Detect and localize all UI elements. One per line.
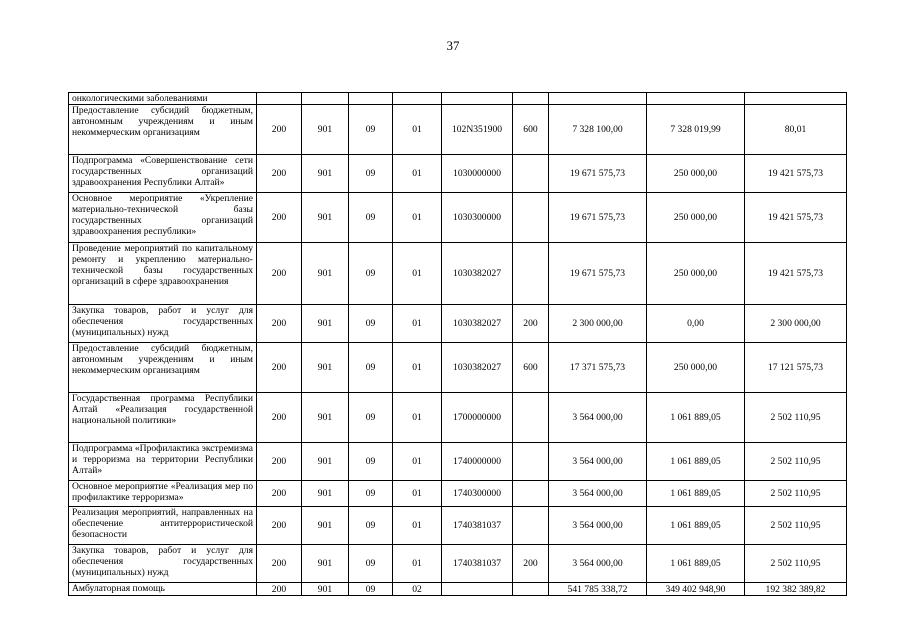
cell-v2: 1 061 889,05 (647, 545, 745, 583)
cell-c4: 01 (393, 155, 442, 193)
cell-c2: 901 (302, 507, 349, 545)
cell-c5 (442, 583, 513, 596)
cell-c3: 09 (349, 545, 393, 583)
cell-v1: 541 785 338,72 (549, 583, 647, 596)
cell-v2: 1 061 889,05 (647, 507, 745, 545)
cell-v1: 3 564 000,00 (549, 393, 647, 443)
cell-v3: 80,01 (745, 105, 847, 155)
cell-v1: 17 371 575,73 (549, 343, 647, 393)
cell-c3: 09 (349, 105, 393, 155)
cell-c1: 200 (257, 507, 302, 545)
table-row (69, 393, 847, 443)
cell-v2: 0,00 (647, 305, 745, 343)
cell-c1 (257, 93, 302, 105)
cell-c4: 01 (393, 193, 442, 243)
row-name: Основное мероприятие «Реализация мер по профилактике терроризма» (69, 481, 257, 507)
cell-c1: 200 (257, 193, 302, 243)
cell-c1: 200 (257, 155, 302, 193)
table-row (69, 545, 847, 583)
cell-v1: 19 671 575,73 (549, 155, 647, 193)
cell-c5 (442, 93, 513, 105)
table-row (69, 243, 847, 305)
cell-c6 (513, 93, 549, 105)
cell-c2 (302, 93, 349, 105)
cell-c5: 1700000000 (442, 393, 513, 443)
cell-v2: 1 061 889,05 (647, 481, 745, 507)
cell-c3: 09 (349, 507, 393, 545)
row-name: Подпрограмма «Совершенствование сети государственных организаций здравоохранения Республики Алтай» (69, 155, 257, 193)
cell-v3: 2 502 110,95 (745, 507, 847, 545)
table-row (69, 193, 847, 243)
row-name: Подпрограмма «Профилактика экстремизма и терроризма на территории Республики Алтай» (69, 443, 257, 481)
table-row (69, 583, 847, 596)
cell-c4: 01 (393, 343, 442, 393)
cell-c1: 200 (257, 481, 302, 507)
cell-v2: 1 061 889,05 (647, 443, 745, 481)
cell-v3: 2 502 110,95 (745, 393, 847, 443)
cell-c5: 1030382027 (442, 305, 513, 343)
cell-v1: 3 564 000,00 (549, 545, 647, 583)
cell-c5: 1740381037 (442, 545, 513, 583)
cell-v3 (745, 93, 847, 105)
table-row (69, 343, 847, 393)
cell-c4: 01 (393, 545, 442, 583)
cell-v1: 3 564 000,00 (549, 507, 647, 545)
cell-c3: 09 (349, 443, 393, 481)
cell-c4: 01 (393, 507, 442, 545)
cell-c3: 09 (349, 155, 393, 193)
cell-c6 (513, 243, 549, 305)
cell-c6 (513, 393, 549, 443)
cell-c3: 09 (349, 305, 393, 343)
cell-c2: 901 (302, 305, 349, 343)
cell-v2: 250 000,00 (647, 193, 745, 243)
cell-c2: 901 (302, 481, 349, 507)
cell-c4: 01 (393, 443, 442, 481)
cell-c5: 1030382027 (442, 243, 513, 305)
cell-c1: 200 (257, 305, 302, 343)
page-number: 37 (446, 38, 460, 53)
cell-v1: 2 300 000,00 (549, 305, 647, 343)
cell-c6 (513, 507, 549, 545)
cell-c4: 01 (393, 105, 442, 155)
cell-c2: 901 (302, 393, 349, 443)
cell-v2: 1 061 889,05 (647, 393, 745, 443)
cell-v2: 349 402 948,90 (647, 583, 745, 596)
cell-c6 (513, 155, 549, 193)
table-row (69, 507, 847, 545)
cell-v1: 7 328 100,00 (549, 105, 647, 155)
cell-v1: 3 564 000,00 (549, 481, 647, 507)
table-row (69, 155, 847, 193)
row-name: Проведение мероприятий по капитальному ремонту и укреплению материально-технической базы государственных организаций в сфере здравоохранения (69, 243, 257, 305)
row-name: Предоставление субсидий бюджетным, автономным учреждениям и иным некоммерческим организациям (69, 343, 257, 393)
cell-v1: 19 671 575,73 (549, 193, 647, 243)
cell-v3: 19 421 575,73 (745, 193, 847, 243)
cell-v3: 192 382 389,82 (745, 583, 847, 596)
cell-c4: 01 (393, 305, 442, 343)
cell-c3: 09 (349, 243, 393, 305)
cell-c2: 901 (302, 343, 349, 393)
cell-v1: 3 564 000,00 (549, 443, 647, 481)
cell-c2: 901 (302, 155, 349, 193)
cell-c3 (349, 93, 393, 105)
cell-c1: 200 (257, 243, 302, 305)
cell-c2: 901 (302, 583, 349, 596)
cell-v2: 250 000,00 (647, 155, 745, 193)
row-name: Основное мероприятие «Укрепление материально-технической базы государственных организаций здравоохранения республики» (69, 193, 257, 243)
cell-c6 (513, 583, 549, 596)
cell-c3: 09 (349, 393, 393, 443)
cell-v3: 2 502 110,95 (745, 545, 847, 583)
cell-c1: 200 (257, 393, 302, 443)
cell-c6: 600 (513, 343, 549, 393)
cell-c6: 200 (513, 305, 549, 343)
cell-c2: 901 (302, 243, 349, 305)
cell-c3: 09 (349, 193, 393, 243)
cell-c3: 09 (349, 343, 393, 393)
cell-c5: 1030382027 (442, 343, 513, 393)
cell-c4: 01 (393, 481, 442, 507)
cell-c1: 200 (257, 583, 302, 596)
row-name: Реализация мероприятий, направленных на обеспечение антитеррористической безопасности (69, 507, 257, 545)
cell-c5: 1740300000 (442, 481, 513, 507)
table-row (69, 305, 847, 343)
cell-v3: 17 121 575,73 (745, 343, 847, 393)
cell-v3: 19 421 575,73 (745, 243, 847, 305)
cell-v3: 2 300 000,00 (745, 305, 847, 343)
cell-v3: 2 502 110,95 (745, 443, 847, 481)
cell-c6: 600 (513, 105, 549, 155)
cell-c2: 901 (302, 193, 349, 243)
table-row (69, 481, 847, 507)
row-name: Закупка товаров, работ и услуг для обеспечения государственных (муниципальных) нужд (69, 305, 257, 343)
cell-c5: 1740381037 (442, 507, 513, 545)
cell-c6 (513, 193, 549, 243)
cell-c4: 01 (393, 243, 442, 305)
cell-c5: 1740000000 (442, 443, 513, 481)
table-row (69, 105, 847, 155)
table-row (69, 443, 847, 481)
cell-c4 (393, 93, 442, 105)
cell-c3: 09 (349, 583, 393, 596)
cell-c1: 200 (257, 105, 302, 155)
cell-c3: 09 (349, 481, 393, 507)
cell-c6 (513, 481, 549, 507)
cell-v3: 2 502 110,95 (745, 481, 847, 507)
cell-c5: 102N351900 (442, 105, 513, 155)
row-name: Закупка товаров, работ и услуг для обеспечения государственных (муниципальных) нужд (69, 545, 257, 583)
cell-c2: 901 (302, 105, 349, 155)
row-name: Государственная программа Республики Алтай «Реализация государственной национальной политики» (69, 393, 257, 443)
cell-v2 (647, 93, 745, 105)
cell-v2: 250 000,00 (647, 243, 745, 305)
cell-c2: 901 (302, 545, 349, 583)
cell-c6 (513, 443, 549, 481)
budget-table (68, 92, 847, 596)
cell-c4: 01 (393, 393, 442, 443)
cell-c5: 1030000000 (442, 155, 513, 193)
cell-v2: 250 000,00 (647, 343, 745, 393)
row-name: Амбулаторная помощь (69, 583, 257, 596)
cell-c2: 901 (302, 443, 349, 481)
cell-c1: 200 (257, 343, 302, 393)
cell-v3: 19 421 575,73 (745, 155, 847, 193)
table-row (69, 93, 847, 105)
row-name: Предоставление субсидий бюджетным, автономным учреждениям и иным некоммерческим организациям (69, 105, 257, 155)
cell-v2: 7 328 019,99 (647, 105, 745, 155)
cell-c4: 02 (393, 583, 442, 596)
cell-c1: 200 (257, 545, 302, 583)
cell-v1: 19 671 575,73 (549, 243, 647, 305)
cell-c1: 200 (257, 443, 302, 481)
cell-c5: 1030300000 (442, 193, 513, 243)
row-name: онкологическими заболеваниями (69, 93, 257, 105)
cell-v1 (549, 93, 647, 105)
cell-c6: 200 (513, 545, 549, 583)
